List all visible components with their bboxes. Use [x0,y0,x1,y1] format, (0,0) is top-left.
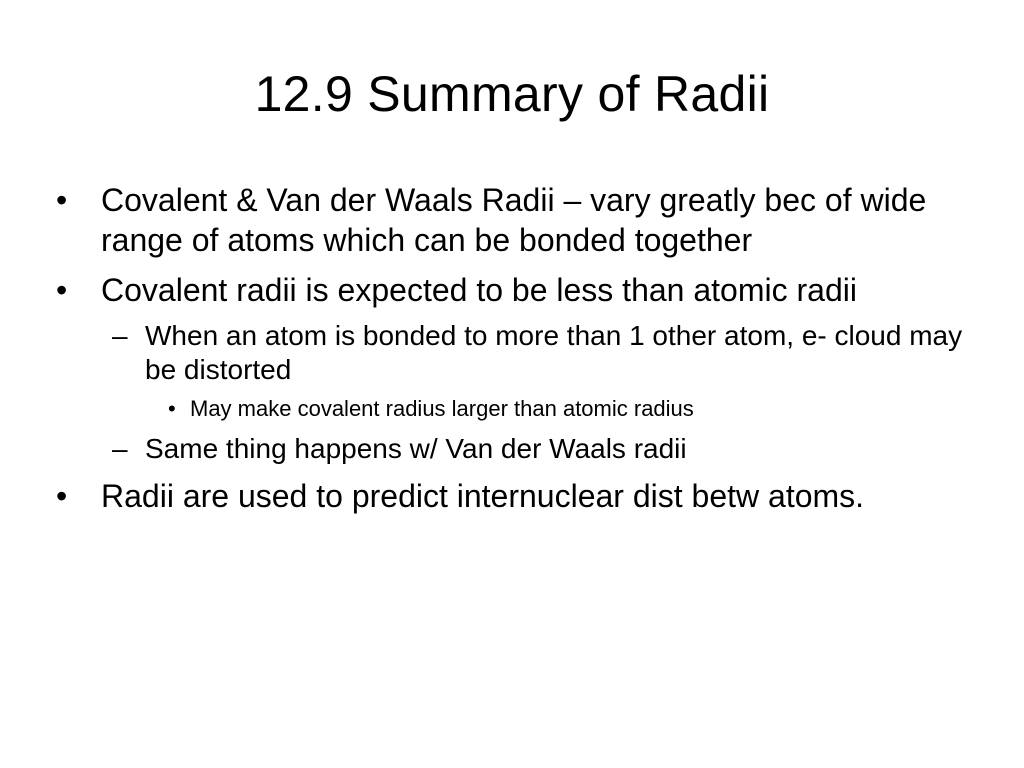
sub-bullet-text: When an atom is bonded to more than 1 other atom, e- cloud may be distorted [145,320,963,385]
bullet-icon: • [56,478,68,514]
sub-sub-bullet-item [56,395,976,423]
sub-bullet-item [56,319,976,387]
dash-icon: – [112,433,128,464]
sub-bullet-item [56,432,976,466]
bullet-text: Covalent radii is expected to be less than atomic radii [101,272,857,308]
bullet-item [56,180,976,260]
bullet-icon: • [168,396,176,421]
dash-icon: – [112,320,128,351]
bullet-icon: • [56,272,68,308]
bullet-item [56,270,976,310]
bullet-text: Radii are used to predict internuclear dist betw atoms. [101,478,865,514]
bullet-item [56,476,976,516]
slide-body [56,180,976,516]
sub-sub-bullet-text: May make covalent radius larger than atomic radius [190,396,694,421]
bullet-text: Covalent & Van der Waals Radii – vary greatly bec of wide range of atoms which can be bonded together [101,182,927,258]
slide-title: 12.9 Summary of Radii [254,66,770,122]
sub-bullet-text: Same thing happens w/ Van der Waals radii [145,433,687,464]
bullet-icon: • [56,182,68,218]
